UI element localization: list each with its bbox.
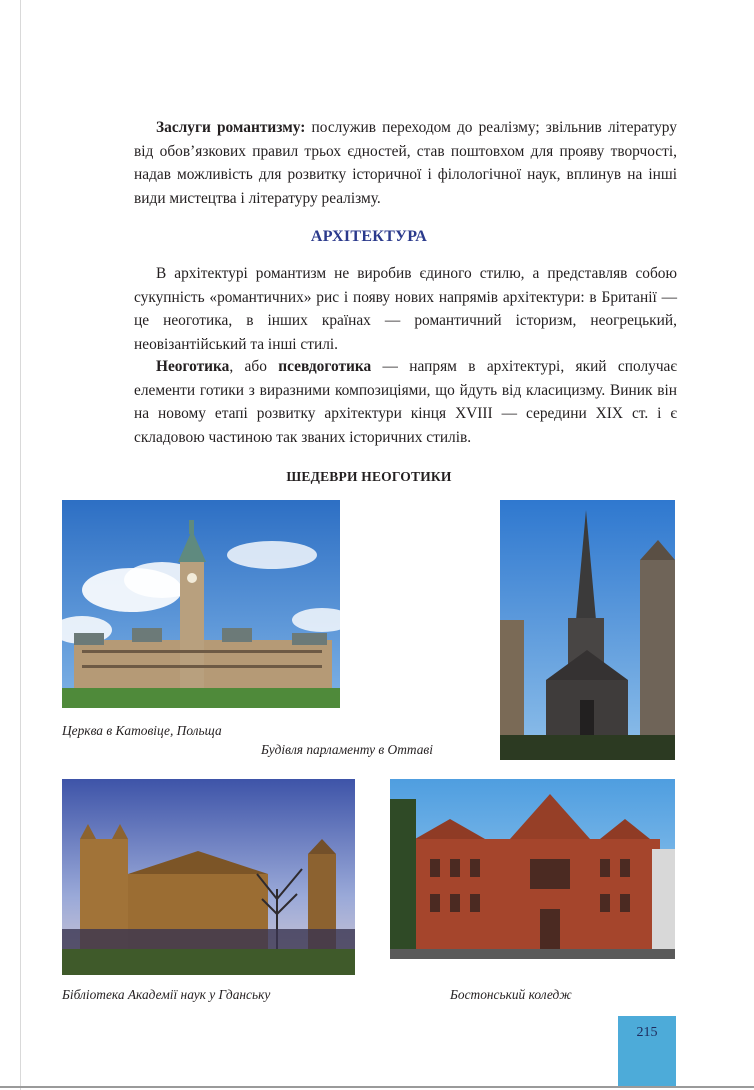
- masterpieces-heading: ШЕДЕВРИ НЕОГОТИКИ: [286, 469, 452, 484]
- caption-boston-college: Бостонський коледж: [450, 987, 572, 1002]
- paragraph-architecture: В архітектурі романтизм не виробив єдиного стилю, а представляв собою сукупність «романтичних» рис і появу нових напрямів архітектури: в Британії — це неоготика, в інших країнах — романтичний історизм, неогрецький, неовізантійський та інші стилі.: [134, 265, 677, 353]
- caption-church-katowice: Церква в Катовіце, Польща: [62, 723, 222, 738]
- merits-term: Заслуги романтизму:: [156, 119, 306, 136]
- photo-library-academy: [62, 779, 355, 975]
- paragraph-neogothic: [134, 355, 677, 449]
- photo-boston-college: [390, 779, 675, 959]
- page-number: 215: [636, 1025, 658, 1040]
- caption-library-academy: Бібліотека Академії наук у Гданську: [62, 987, 271, 1002]
- page-bottom-rule: [0, 1086, 754, 1088]
- pseudogothic-term: псевдоготика: [278, 358, 372, 375]
- page-edge-rule: [20, 0, 21, 1090]
- caption-parliament-ottawa: Будівля парламенту в Оттаві: [261, 742, 433, 757]
- neogothic-term: Неоготика: [156, 358, 230, 375]
- photo-church-katowice: [500, 500, 675, 760]
- merits-text: послужив переходом до реалізму; звільнив літературу від обов’язкових правил трьох єдностей, став поштовхом для прояву творчості, надав можливість для розвитку історичної і філологічної наук, вплинув на інші види мистецтва і літературу реалізму.: [134, 119, 677, 207]
- neogothic-text: — напрям в архітектурі, який сполучає елементи готики з виразними композиціями, що йдуть від класицизму. Виник він на новому етапі розвитку архітектури кінця XVIII — середини XIX ст. і є складовою частиною так званих історичних стилів.: [134, 358, 677, 446]
- neogothic-connector: , або: [229, 358, 279, 375]
- paragraph-merits: [134, 116, 677, 210]
- section-heading-architecture: АРХІТЕКТУРА: [310, 228, 428, 245]
- photo-parliament-ottawa: [62, 500, 340, 708]
